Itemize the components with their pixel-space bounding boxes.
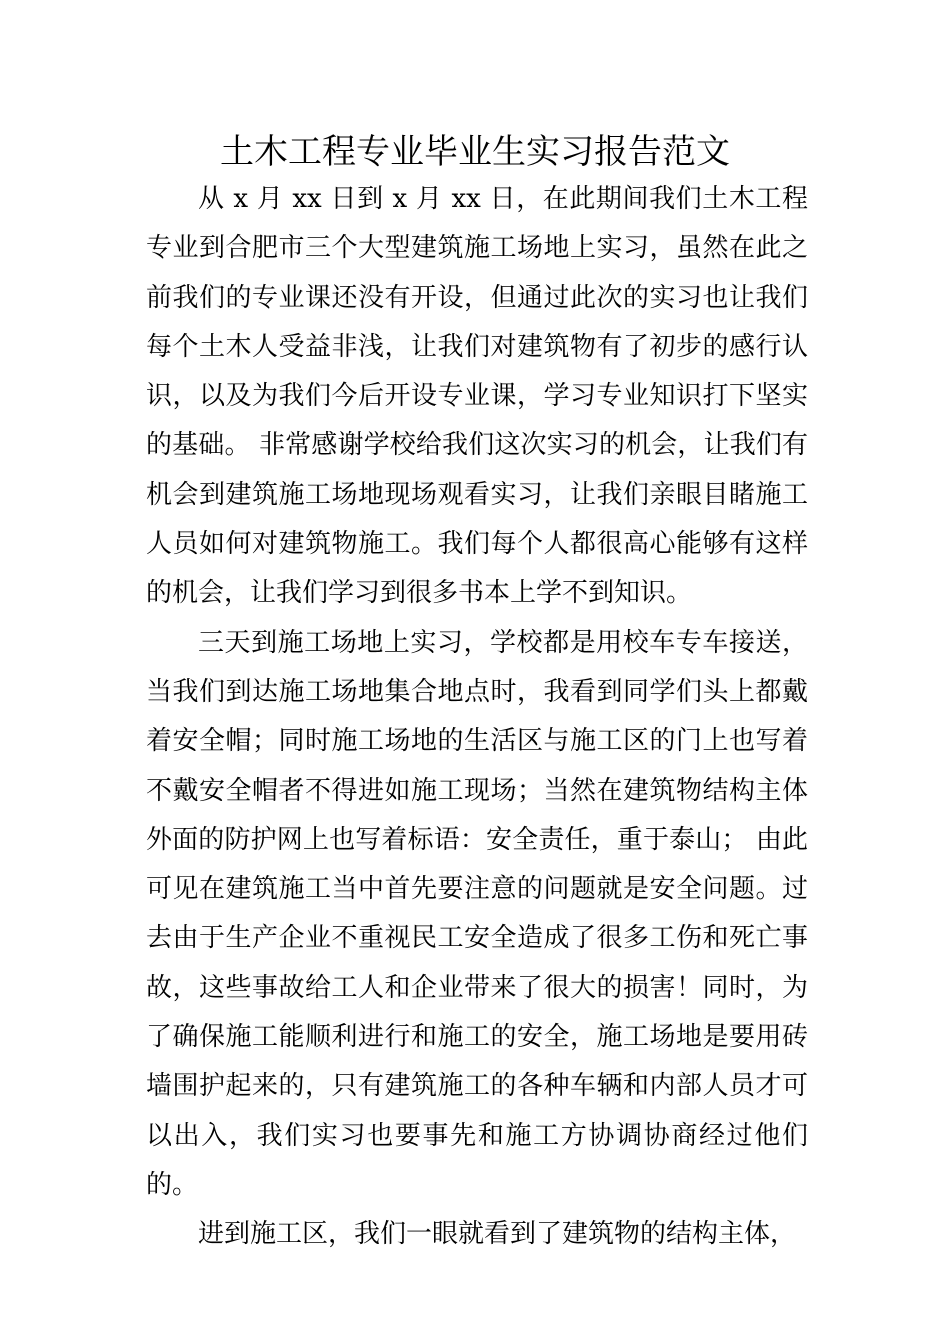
document-title: 土木工程专业毕业生实习报告范文 bbox=[220, 132, 730, 172]
paragraph-1: 从 x 月 xx 日到 x 月 xx 日，在此期间我们土木工程专业到合肥市三个大型建筑施工场地上实习，虽然在此之前我们的专业课还没有开设，但通过此次的实习也让我们每个土木人受益非浅，让我们对建筑物有了初步的感行认识，以及为我们今后开设专业课，学习专业知识打下坚实的基础。 非常感谢学校给我们这次实习的机会，让我们有机会到建筑施工场地现场观看实习，让我们亲眼目睹施工人员如何对建筑物施工。我们每个人都很高心能够有这样的机会，让我们学习到很多书本上学不到知识。 bbox=[146, 184, 808, 609]
paragraph-3: 进到施工区，我们一眼就看到了建筑物的结构主体， bbox=[198, 1219, 797, 1250]
document-body bbox=[146, 175, 808, 1260]
paragraph-2: 三天到施工场地上实习，学校都是用校车专车接送，当我们到达施工场地集合地点时，我看到同学们头上都戴着安全帽；同时施工场地的生活区与施工区的门上也写着不戴安全帽者不得进如施工现场；当然在建筑物结构主体外面的防护网上也写着标语：安全责任，重于泰山； 由此可见在建筑施工当中首先要注意的问题就是安全问题。过去由于生产企业不重视民工安全造成了很多工伤和死亡事故，这些事故给工人和企业带来了很大的损害！同时，为了确保施工能顺利进行和施工的安全，施工场地是要用砖墙围护起来的，只有建筑施工的各种车辆和内部人员才可以出入，我们实习也要事先和施工方协调协商经过他们的。 bbox=[146, 627, 808, 1200]
